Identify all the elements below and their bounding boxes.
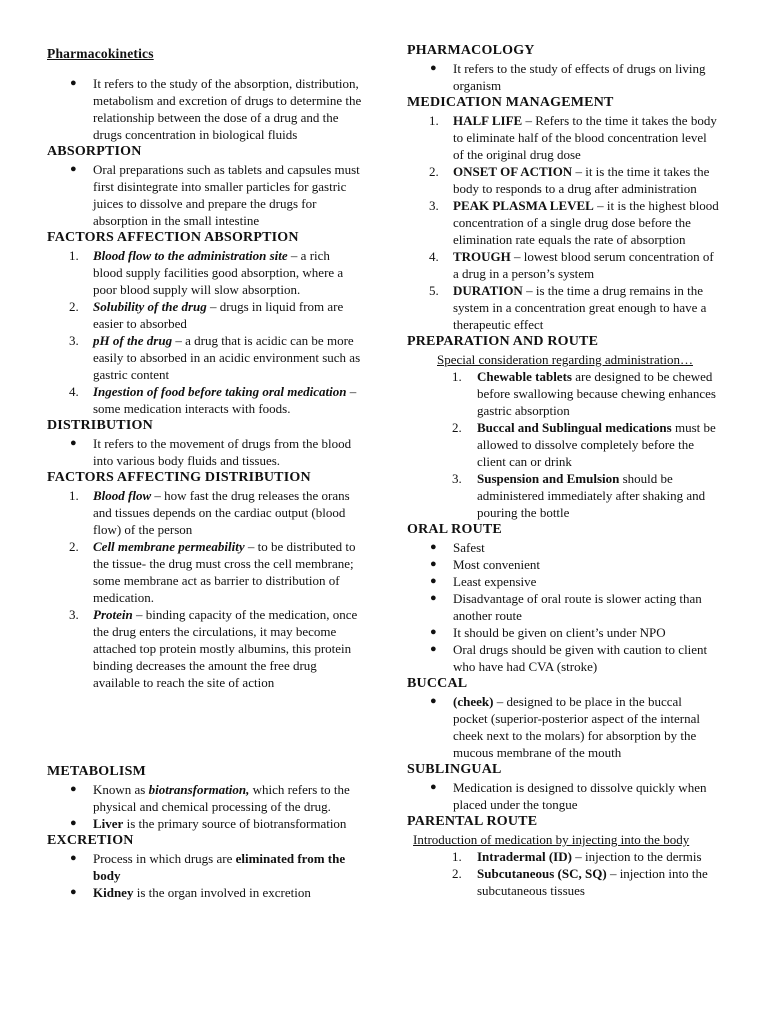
list-item: 3. pH of the drug – a drug that is acidic can be more easily to absorbed in an acidic environment such as gastric content [69,333,361,382]
list-item: ● It refers to the study of effects of drugs on living organism [430,61,706,93]
list-item: 2. ONSET OF ACTION – it is the time it takes the body to responds to a drug after administration [429,164,710,196]
section-heading-preparation: PREPARATION AND ROUTE [407,334,599,349]
list-item: ● (cheek) – designed to be place in the buccal pocket (superior-posterior aspect of the internal cheek next to the molars) for absorption by the mucous membrane of the mouth [430,694,701,760]
bullet-icon: ● [70,852,77,864]
buccal-list [407,693,719,761]
section-heading-absorption: ABSORPTION [47,144,142,159]
list-item: 2. Cell membrane permeability – to be distributed to the tissue- the drug must cross the cell membrane; some membrane act as barrier to distribution of medication. [69,539,356,605]
absorption-list [47,161,362,229]
section-heading-pharmacology: PHARMACOLOGY [407,43,535,58]
factors-distribution-list [47,487,362,691]
bullet-icon: ● [70,437,77,449]
list-item: ● It refers to the study of the absorption, distribution, metabolism and excretion of drugs to determine the relationship between the dose of a drug and the drugs concentration in biological fluids [70,76,362,142]
list-item: 1. Intradermal (ID) – injection to the dermis [452,849,702,864]
bullet-icon: ● [430,781,437,793]
oral-route-list [407,539,719,675]
list-item: 4. TROUGH – lowest blood serum concentration of a drug in a person’s system [429,249,714,281]
sublingual-list [407,779,719,813]
preparation-list [407,368,719,521]
preparation-subheading: Special consideration regarding administration… [437,352,693,367]
bullet-icon: ● [430,643,437,655]
list-item: ● It should be given on client’s under NPO [430,625,666,640]
metabolism-list [47,781,362,832]
left-column [47,42,362,901]
list-item: ● Least expensive [430,574,537,589]
bullet-icon: ● [430,541,437,553]
list-item: ● Disadvantage of oral route is slower acting than another route [430,591,702,623]
list-item: 1. Chewable tablets are designed to be chewed before swallowing because chewing enhances gastric absorption [452,369,716,418]
factors-absorption-list [47,247,362,417]
list-item: 1. Blood flow – how fast the drug releases the orans and tissues depends on the cardiac output (blood flow) of the person [69,488,350,537]
list-item: ● Oral drugs should be given with caution to client who have had CVA (stroke) [430,642,708,674]
section-heading-oral-route: ORAL ROUTE [407,522,502,537]
section-heading-factors-distribution: FACTORS AFFECTING DISTRIBUTION [47,470,311,485]
section-heading-metabolism: METABOLISM [47,764,146,779]
list-item: ● Process in which drugs are eliminated from the body [70,851,346,883]
medication-management-list [407,112,719,333]
list-item: ● Kidney is the organ involved in excretion [70,885,311,900]
bullet-icon: ● [430,558,437,570]
list-item: 4. Ingestion of food before taking oral medication – some medication interacts with foods. [69,384,357,416]
bullet-icon: ● [430,626,437,638]
blank-space [47,691,362,763]
page-title: Pharmacokinetics [47,46,154,61]
list-item: 2. Subcutaneous (SC, SQ) – injection into the subcutaneous tissues [452,866,708,898]
section-heading-excretion: EXCRETION [47,833,134,848]
parental-list [407,848,719,899]
list-item: 5. DURATION – is the time a drug remains in the system in a concentration great enough to have a therapeutic effect [429,283,707,332]
section-heading-factors-absorption: FACTORS AFFECTION ABSORPTION [47,230,299,245]
list-item: ● Most convenient [430,557,541,572]
bullet-icon: ● [430,62,437,74]
bullet-icon: ● [70,77,77,89]
list-item: ● Liver is the primary source of biotransformation [70,816,347,831]
bullet-icon: ● [430,695,437,707]
distribution-list [47,435,362,469]
list-item: 3. PEAK PLASMA LEVEL – it is the highest blood concentration of a single drug dose before the elimination rate equals the rate of absorption [429,198,719,247]
parental-subheading: Introduction of medication by injecting into the body [413,832,690,847]
section-heading-medication-management: MEDICATION MANAGEMENT [407,95,614,110]
section-heading-parental-route: PARENTAL ROUTE [407,814,538,829]
list-item: 1. Blood flow to the administration site – a rich blood supply facilities good absorption, where a poor blood supply will slow absorption. [69,248,344,297]
pharmacology-list [407,60,719,94]
list-item: 1. HALF LIFE – Refers to the time it takes the body to eliminate half of the blood concentration level of the original drug dose [429,113,717,162]
bullet-icon: ● [430,592,437,604]
bullet-icon: ● [430,575,437,587]
bullet-icon: ● [70,886,77,898]
section-heading-sublingual: SUBLINGUAL [407,762,502,777]
bullet-icon: ● [70,817,77,829]
intro-list [47,75,362,143]
list-item: 2. Buccal and Sublingual medications must be allowed to dissolve completely before the client can or drink [452,420,716,469]
bullet-icon: ● [70,783,77,795]
list-item: 3. Suspension and Emulsion should be administered immediately after shaking and pouring the bottle [452,471,706,520]
list-item: ● Medication is designed to dissolve quickly when placed under the tongue [430,780,707,812]
list-item: 3. Protein – binding capacity of the medication, once the drug enters the circulations, it may become attached top protein mostly albumins, this protein binding decreases the amount the free drug available to reach the site of action [69,607,358,690]
section-heading-buccal: BUCCAL [407,676,468,691]
list-item: ● Known as biotransformation, which refers to the physical and chemical processing of the drug. [70,782,350,814]
list-item: ● Oral preparations such as tablets and capsules must first disintegrate into smaller particles for gastric juices to dissolve and prepare the drugs for absorption in the small intestine [70,162,360,228]
right-column [407,42,719,899]
list-item: ● Safest [430,540,485,555]
bullet-icon: ● [70,163,77,175]
list-item: ● It refers to the movement of drugs from the blood into various body fluids and tissues. [70,436,352,468]
excretion-list [47,850,362,901]
list-item: 2. Solubility of the drug – drugs in liquid from are easier to absorbed [69,299,344,331]
section-heading-distribution: DISTRIBUTION [47,418,153,433]
